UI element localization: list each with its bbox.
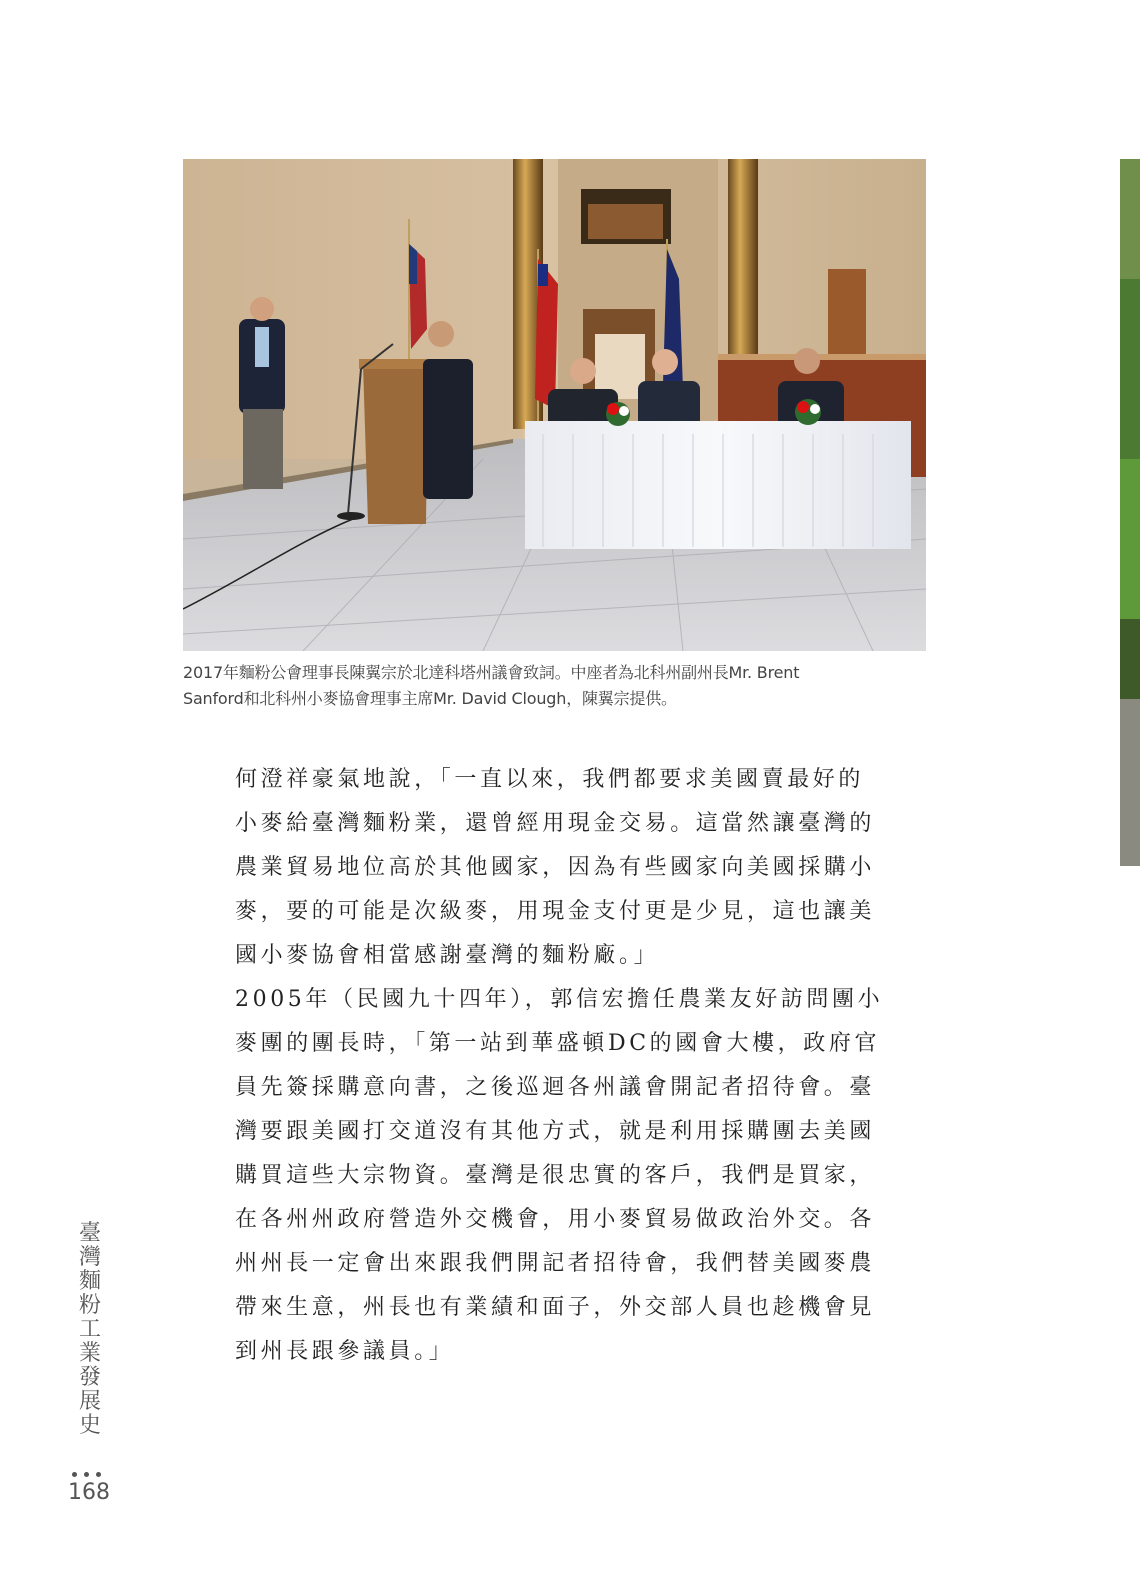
body-line: 麥，要的可能是次級麥，用現金支付更是少見，這也讓美 xyxy=(235,899,876,924)
caption-line-2: Sanford和北科州小麥協會理事主席Mr. David Clough，陳翼宗提供。 xyxy=(183,689,677,708)
dot-icon xyxy=(84,1472,89,1477)
book-title-char: 發 xyxy=(78,1365,101,1390)
book-title-char: 史 xyxy=(78,1413,101,1438)
book-title-vertical xyxy=(76,1222,104,1438)
book-title-char: 展 xyxy=(78,1389,101,1414)
body-line: 在各州州政府營造外交機會，用小麥貿易做政治外交。各 xyxy=(235,1207,876,1232)
event-photo xyxy=(183,159,926,651)
page-number-dots xyxy=(70,1472,110,1478)
body-line: 麥團的團長時，「第一站到華盛頓DC的國會大樓，政府官 xyxy=(235,1031,881,1056)
body-line: 灣要跟美國打交道沒有其他方式，就是利用採購團去美國 xyxy=(235,1119,876,1144)
body-line: 到州長跟參議員。」 xyxy=(235,1339,455,1364)
body-line: 員先簽採購意向書，之後巡迴各州議會開記者招待會。臺 xyxy=(235,1075,876,1100)
body-line: 2005年（民國九十四年），郭信宏擔任農業友好訪問團小 xyxy=(235,987,884,1012)
body-line: 購買這些大宗物資。臺灣是很忠實的客戶，我們是買家， xyxy=(235,1163,876,1188)
body-text xyxy=(235,758,885,1374)
body-line: 州州長一定會出來跟我們開記者招待會，我們替美國麥農 xyxy=(235,1251,876,1276)
book-title-char: 工 xyxy=(78,1317,101,1342)
book-title-char: 灣 xyxy=(78,1245,101,1270)
caption-line-1: 2017年麵粉公會理事長陳翼宗於北達科塔州議會致詞。中座者為北科州副州長Mr. Brent xyxy=(183,663,800,682)
photo-caption xyxy=(183,660,931,712)
adjacent-page-photo-edge xyxy=(1120,159,1140,866)
dot-icon xyxy=(72,1472,77,1477)
body-line: 何澄祥豪氣地說，「一直以來，我們都要求美國賣最好的 xyxy=(235,767,865,792)
body-line: 帶來生意，州長也有業績和面子，外交部人員也趁機會見 xyxy=(235,1295,876,1320)
body-line: 農業貿易地位高於其他國家，因為有些國家向美國採購小 xyxy=(235,855,876,880)
book-title-char: 麵 xyxy=(78,1269,101,1294)
dot-icon xyxy=(96,1472,101,1477)
body-line: 國小麥協會相當感謝臺灣的麵粉廠。」 xyxy=(235,943,660,968)
page-number: 168 xyxy=(68,1480,110,1505)
body-line: 小麥給臺灣麵粉業，還曾經用現金交易。這當然讓臺灣的 xyxy=(235,811,876,836)
book-title-char: 臺 xyxy=(78,1221,101,1246)
book-title-char: 業 xyxy=(78,1341,101,1366)
book-title-char: 粉 xyxy=(78,1293,101,1318)
